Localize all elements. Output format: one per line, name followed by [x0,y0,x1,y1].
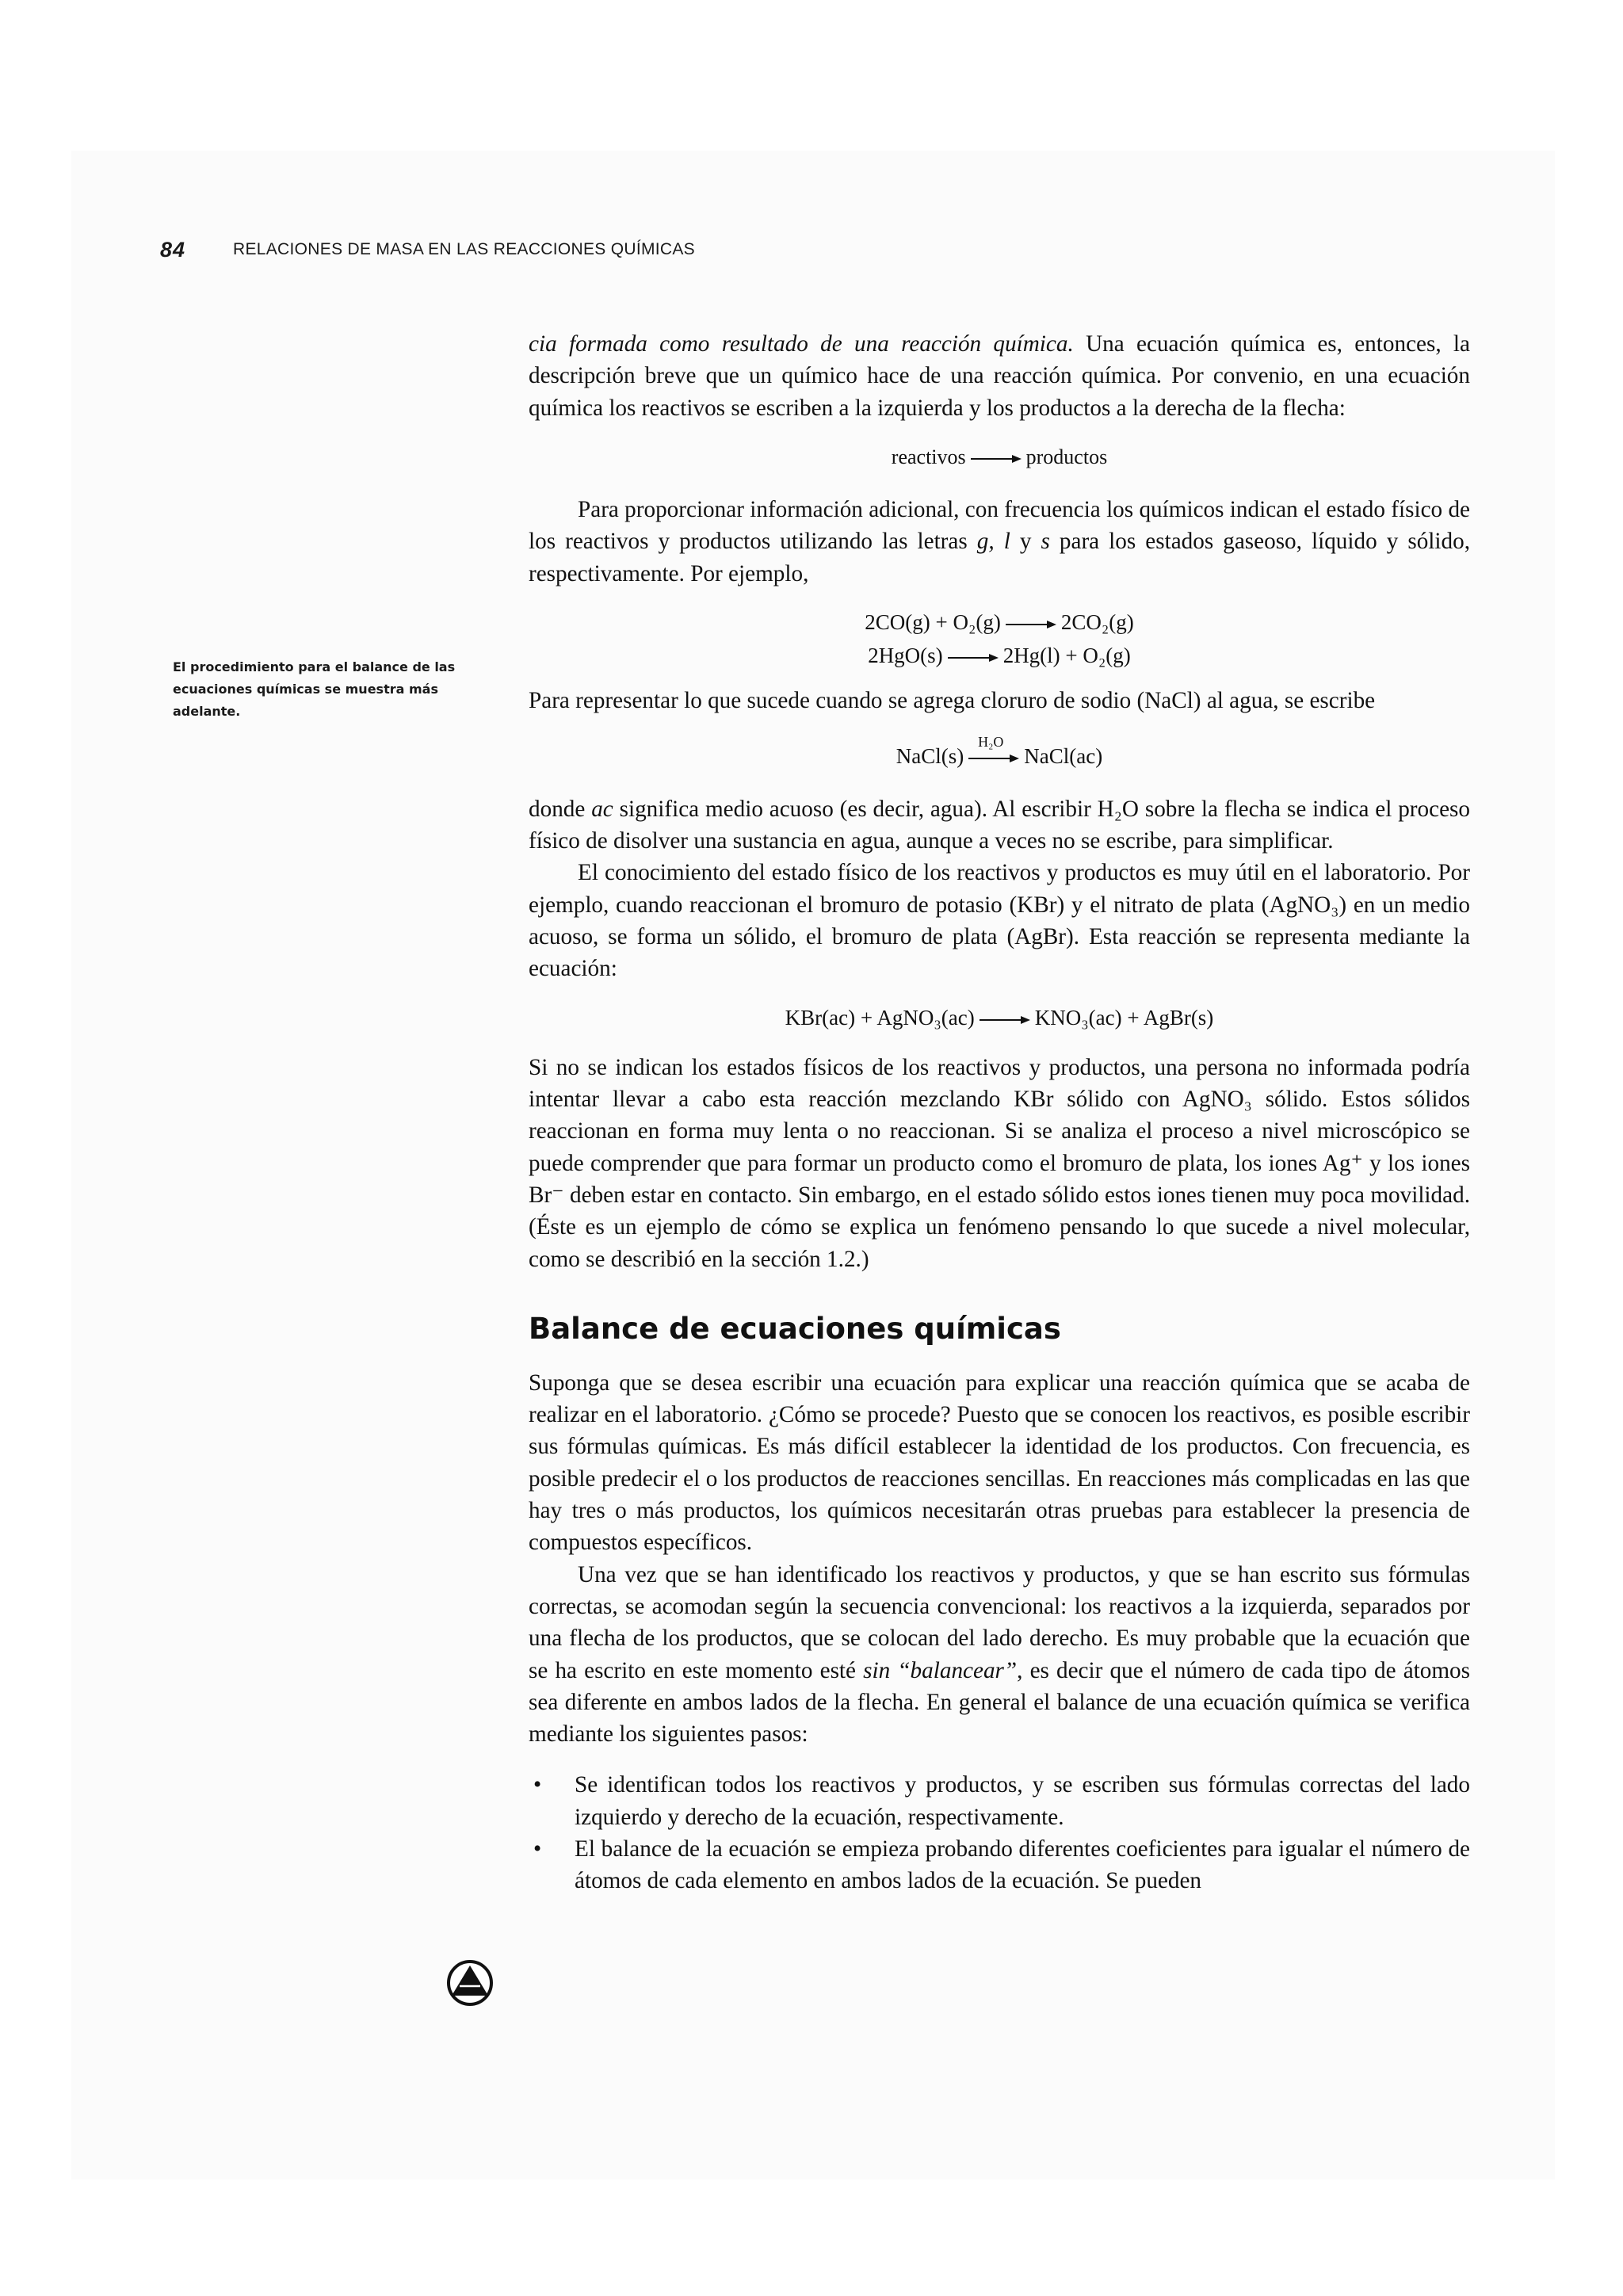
text-run: Una vez que se han identificado los reactivos y productos, y que se han escrito sus fórmulas correctas, se acomodan según la secuencia convencional: los reactivos a la izquierda, separados por una flecha de los productos, que se colocan del lado derecho. Es muy probable que la ecuación que se ha escrito en este momento esté [529,1561,1470,1683]
equation-left: 2HgO(s) [868,644,943,668]
italic-s: s [1041,529,1050,555]
text-run: y [1010,529,1041,555]
arrow-icon [968,734,1019,763]
equation-left: reactivos [891,445,966,468]
paragraph [529,328,1470,424]
margin-note: El procedimiento para el balance de las ecuaciones químicas se muestra más adelante. [173,659,456,719]
text-run: donde [529,796,592,822]
equation-right: productos [1025,445,1108,468]
paragraph: Si no se indican los estados físicos de los reactivos y productos, una persona no informada podría intentar llevar a cabo esta reacción mezclando KBr sólido con AgNO₃ sólido. Estos sólidos reaccionan en forma muy lenta o no reaccionan. Si se analiza el proceso a nivel microscópico se puede comprender que para formar un producto como el bromuro de plata, los iones Ag⁺ y los iones Br⁻ deben estar en contacto. Sin embargo, en el estado sólido estos iones tienen muy poca movilidad. (Éste es un ejemplo de cómo se explica un fenómeno pensando lo que sucede a nivel molecular, como se describió en la sección 1.2.) [529,1054,1470,1272]
italic-l: l [1003,529,1010,555]
arrow-icon [1006,620,1056,629]
text-run: significa medio acuoso (es decir, agua). Al escribir H₂O sobre la flecha se indica el proceso físico de disolver una sustancia en agua, aunque a veces no se escribe, para simplificar. [529,796,1470,854]
italic-phrase: cia formada como resultado de una reacción química. [529,331,1074,357]
chapter-title: RELACIONES DE MASA EN LAS REACCIONES QUÍMICAS [233,240,695,258]
equation-left: 2CO(g) + O₂(g) [865,610,1001,635]
paragraph [529,1559,1470,1751]
page-number: 84 [160,238,186,262]
equation-4 [529,1002,1470,1033]
equation-1 [529,606,1470,639]
list-item: • Se identifican todos los reactivos y productos, y se escriben sus fórmulas correctas del lado izquierdo y derecho de la ecuación, respectivamente. [529,1769,1470,1833]
equation-general [529,441,1470,473]
paragraph [529,793,1470,858]
arrow-icon [971,454,1022,464]
running-head [160,238,695,262]
italic-ac: ac [591,796,613,822]
italic-g: g, [976,529,995,555]
equation-2 [529,639,1470,672]
text-run: Para proporcionar información adicional, con frecuencia los químicos indican el estado físico de los reactivos y productos utilizando las letras [529,497,1470,555]
paragraph: Suponga que se desea escribir una ecuación para explicar una reacción química que se acaba de realizar en el laboratorio. ¿Cómo se procede? Puesto que se conocen los reactivos, es posible escribir sus fórmulas químicas. Es más difícil establecer la identidad de los productos. Con frecuencia, es posible predecir el o los productos de reacciones sencillas. En reacciones más complicadas en las que hay tres o más productos, los químicos necesitarán otras pruebas para establecer la presencia de compuestos específicos. [529,1370,1470,1556]
equation-right: 2CO₂(g) [1060,610,1134,635]
paragraph-text: Una ecuación química es, entonces, la descripción breve que un químico hace de una reacción química. Por convenio, en una ecuación química los reactivos se escriben a la izquierda y los productos a la derecha de la flecha: [529,331,1470,421]
text-run [995,529,1004,554]
steps-list [529,1769,1470,1897]
equation-right: KNO₃(ac) + AgBr(s) [1034,1006,1214,1030]
equation-left: NaCl(s) [896,744,964,769]
paragraph: Para representar lo que sucede cuando se agrega cloruro de sodio (NaCl) al agua, se escribe [529,688,1376,714]
paragraph: El conocimiento del estado físico de los reactivos y productos es muy útil en el laboratorio. Por ejemplo, cuando reaccionan el bromuro de potasio (KBr) y el nitrato de plata (AgNO₃) en un medio acuoso, se forma un sólido, el bromuro de plata (AgBr). Esta reacción se representa mediante la ecuación: [529,860,1470,982]
paragraph [529,494,1470,590]
section-heading: Balance de ecuaciones químicas [529,1311,1061,1346]
equation-left: KBr(ac) + AgNO₃(ac) [785,1006,975,1030]
equation-right: 2Hg(l) + O₂(g) [1002,644,1131,668]
arrow-label: H₂O [978,734,1004,751]
list-item: • El balance de la ecuación se empieza probando diferentes coeficientes para igualar el número de átomos de cada elemento en ambos lados de la ecuación. Se pueden [529,1833,1470,1897]
equation-right: NaCl(ac) [1024,744,1103,769]
text-run: para los estados gaseoso, líquido y sólido, respectivamente. Por ejemplo, [529,529,1471,586]
equation-3 [529,734,1470,772]
main-text [529,328,1470,1897]
italic-phrase: sin “balancear” [863,1657,1018,1683]
triangle-in-circle-icon [446,1959,494,2007]
arrow-icon [948,653,999,663]
arrow-icon [980,1015,1030,1025]
text-run: , es decir que el número de cada tipo de átomos sea diferente en ambos lados de la flecha. En general el balance de una ecuación química se verifica mediante los siguientes pasos: [529,1657,1471,1748]
